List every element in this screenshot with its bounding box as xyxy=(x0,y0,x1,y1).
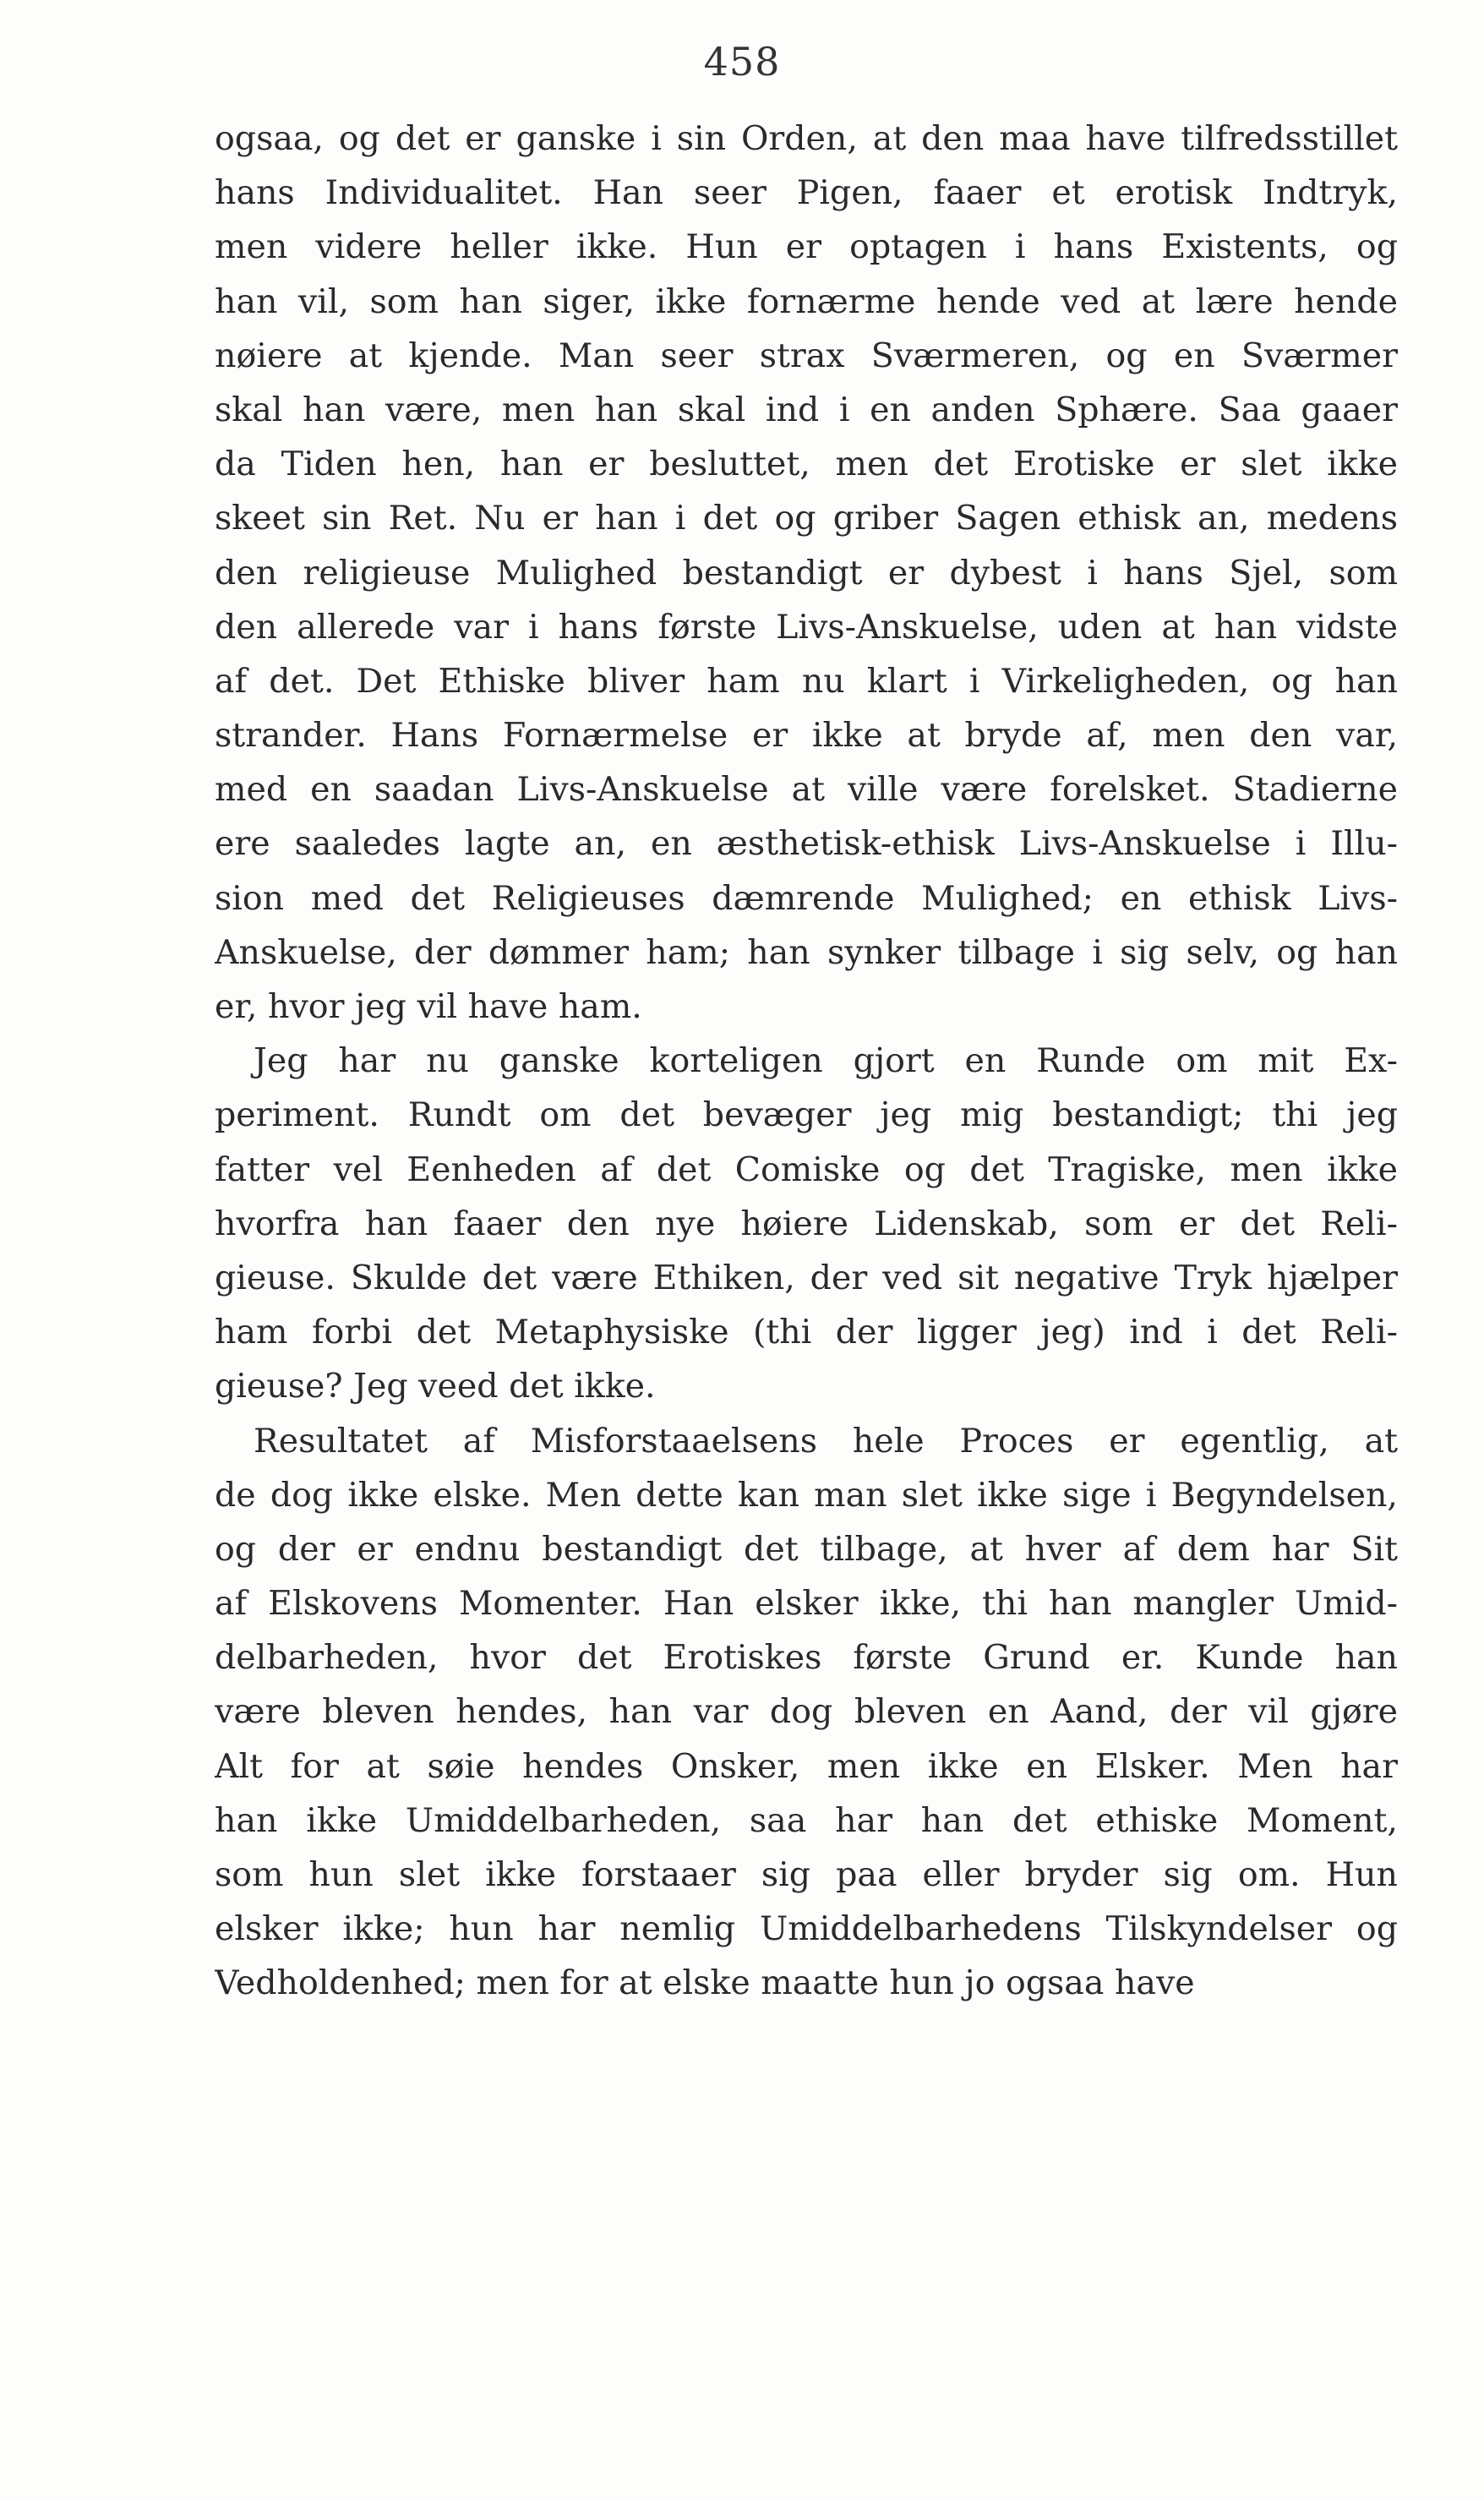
text-line: ogsaa, og det er ganske i sin Orden, at den maa have tilfredsstillet xyxy=(215,119,1398,158)
text-line: Alt for at søie hendes Onsker, men ikke en Elsker. Men har xyxy=(215,1746,1398,1786)
text-line: periment. Rundt om det bevæger jeg mig bestandigt; thi jeg xyxy=(215,1095,1398,1135)
text-line: gieuse? Jeg veed det ikke. xyxy=(215,1367,656,1406)
paragraph-1 xyxy=(215,112,1398,1034)
paragraph-2 xyxy=(215,1034,1398,1413)
text-line: Vedholdenhed; men for at elske maatte hun jo ogsaa have xyxy=(215,1963,1195,2003)
text-line: strander. Hans Fornærmelse er ikke at bryde af, men den var, xyxy=(215,716,1398,756)
page-number: 458 xyxy=(703,39,781,85)
text-line: elsker ikke; hun har nemlig Umiddelbarhedens Tilskyndelser og xyxy=(215,1909,1398,1949)
text-line: hans Individualitet. Han seer Pigen, faaer et erotisk Indtryk, xyxy=(215,173,1398,213)
text-line: og der er endnu bestandigt det tilbage, at hver af dem har Sit xyxy=(215,1529,1398,1569)
text-line: Jeg har nu ganske korteligen gjort en Runde om mit Ex- xyxy=(254,1041,1398,1081)
text-line: af det. Det Ethiske bliver ham nu klart i Virkeligheden, og han xyxy=(215,661,1398,701)
text-line: den religieuse Mulighed bestandigt er dybest i hans Sjel, som xyxy=(215,553,1398,592)
text-line: skeet sin Ret. Nu er han i det og griber Sagen ethisk an, medens xyxy=(215,499,1398,538)
text-line: sion med det Religieuses dæmrende Mulighed; en ethisk Livs- xyxy=(215,878,1398,918)
text-line: ham forbi det Metaphysiske (thi der ligger jeg) ind i det Reli- xyxy=(215,1313,1398,1352)
text-line: skal han være, men han skal ind i en anden Sphære. Saa gaaer xyxy=(215,390,1398,429)
paragraph-3 xyxy=(215,1414,1398,2011)
text-line: den allerede var i hans første Livs-Anskuelse, uden at han vidste xyxy=(215,607,1398,647)
text-line: Anskuelse, der dømmer ham; han synker tilbage i sig selv, og han xyxy=(215,932,1398,972)
text-line: Resultatet af Misforstaaelsens hele Proces er egentlig, at xyxy=(254,1421,1398,1461)
text-line: de dog ikke elske. Men dette kan man slet ikke sige i Begyndelsen, xyxy=(215,1475,1398,1515)
text-line: da Tiden hen, han er besluttet, men det Erotiske er slet ikke xyxy=(215,445,1398,484)
text-line: delbarheden, hvor det Erotiskes første Grund er. Kunde han xyxy=(215,1638,1398,1678)
text-line: med en saadan Livs-Anskuelse at ville være forelsket. Stadierne xyxy=(215,770,1398,810)
text-line: som hun slet ikke forstaaer sig paa eller bryder sig om. Hun xyxy=(215,1855,1398,1894)
text-line: han vil, som han siger, ikke fornærme hende ved at lære hende xyxy=(215,281,1398,321)
text-line: nøiere at kjende. Man seer strax Sværmeren, og en Sværmer xyxy=(215,336,1398,375)
text-line: er, hvor jeg vil have ham. xyxy=(215,987,642,1026)
text-line: fatter vel Eenheden af det Comiske og det Tragiske, men ikke xyxy=(215,1149,1398,1189)
text-line: af Elskovens Momenter. Han elsker ikke, thi han mangler Umid- xyxy=(215,1584,1398,1624)
text-line: ere saaledes lagte an, en æsthetisk-ethisk Livs-Anskuelse i Illu- xyxy=(215,824,1398,864)
body-text xyxy=(215,112,1398,2011)
text-line: men videre heller ikke. Hun er optagen i hans Existents, og xyxy=(215,227,1398,267)
text-line: være bleven hendes, han var dog bleven en Aand, der vil gjøre xyxy=(215,1692,1398,1732)
text-line: han ikke Umiddelbarheden, saa har han det ethiske Moment, xyxy=(215,1800,1398,1840)
text-line: hvorfra han faaer den nye høiere Lidenskab, som er det Reli- xyxy=(215,1204,1398,1243)
text-line: gieuse. Skulde det være Ethiken, der ved sit negative Tryk hjælper xyxy=(215,1258,1398,1297)
